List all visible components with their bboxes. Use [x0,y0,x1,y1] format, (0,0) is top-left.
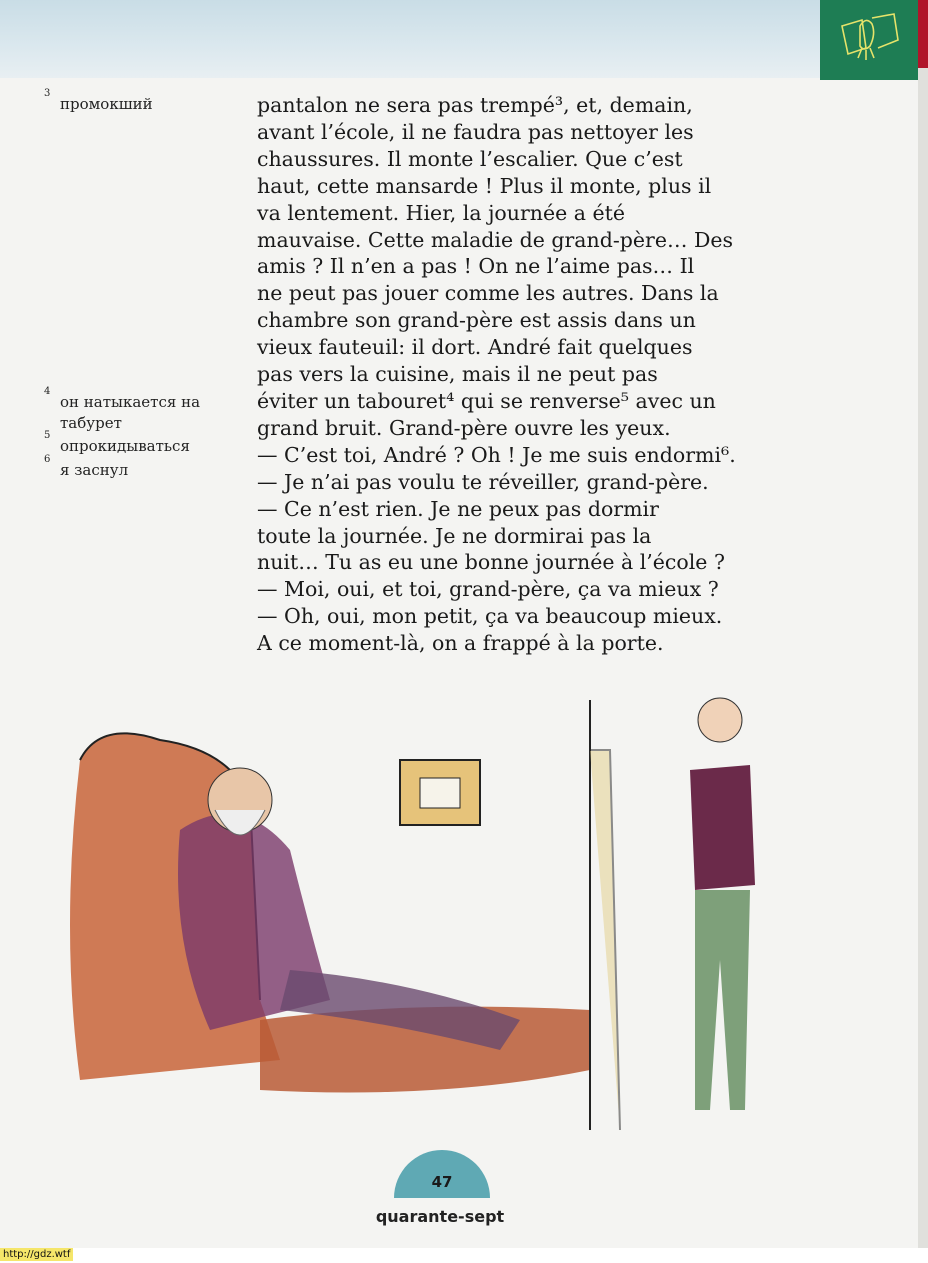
page-number: 47 [431,1173,453,1191]
text-line: — C’est toi, André ? Oh ! Je me suis endormi⁶. [257,442,736,467]
armchair [70,733,590,1092]
section-logo [820,0,918,80]
bottom-margin [0,1248,928,1263]
gloss-number: 6 [44,454,51,465]
text-line: avant l’école, il ne faudra pas nettoyer les [257,119,694,144]
text-line: — Moi, oui, et toi, grand-père, ça va mieux ? [257,577,719,602]
illustration-grandfather-and-andre [60,690,800,1140]
text-line: ne peut pas jouer comme les autres. Dans la [257,281,719,306]
text-line: toute la journée. Je ne dormirai pas la [257,523,652,548]
text-line: nuit… Tu as eu une bonne journée à l’école ? [257,550,725,575]
text-line: — Je n’ai pas voulu te réveiller, grand-père. [257,469,709,494]
text-line: chaussures. Il monte l’escalier. Que c’est [257,146,683,171]
header-band [0,0,820,78]
text-line: haut, cette mansarde ! Plus il monte, plus il [257,173,712,198]
gloss-text: табурет [60,414,122,432]
text-line: amis ? Il n’en a pas ! On ne l’aime pas… Il [257,254,695,279]
picture-frame [400,760,480,825]
text-line: éviter un tabouret⁴ qui se renverse⁵ avec un [257,388,716,413]
text-line: — Oh, oui, mon petit, ça va beaucoup mieux. [257,604,723,629]
gloss-text: опрокидываться [60,437,190,455]
page-edge [918,68,928,1248]
gloss-text: он натыкается на [60,393,201,411]
text-line: vieux fauteuil: il dort. André fait quelques [257,335,693,360]
bird-book-icon [832,8,904,70]
text-line: — Ce n’est rien. Je ne peux pas dormir [257,496,659,521]
text-line: pantalon ne sera pas trempé³, et, demain, [257,93,693,117]
text-line: grand bruit. Grand-père ouvre les yeux. [257,415,671,440]
gloss-5 [44,430,190,457]
gloss-4 [44,386,201,434]
red-edge-strip [918,0,928,68]
text-line: mauvaise. Cette maladie de grand-père… Des [257,227,734,252]
gloss-number: 5 [44,430,51,441]
watermark-link[interactable]: http://gdz.wtf [0,1248,73,1261]
page-number-words: quarante-sept [375,1207,505,1226]
gloss-number: 4 [44,386,51,397]
text-line: chambre son grand-père est assis dans un [257,308,696,333]
story-text [257,92,857,657]
text-line: pas vers la cuisine, mais il ne peut pas [257,362,658,387]
gloss-6 [44,454,129,481]
andre [690,698,755,1110]
text-line: va lentement. Hier, la journée a été [257,200,625,225]
page-number-badge [394,1150,490,1198]
gloss-text: я заснул [60,461,129,479]
gloss-3 [44,88,153,115]
gloss-number: 3 [44,88,51,99]
gloss-text: промокший [60,95,153,113]
text-line: A ce moment-là, on a frappé à la porte. [257,631,664,656]
